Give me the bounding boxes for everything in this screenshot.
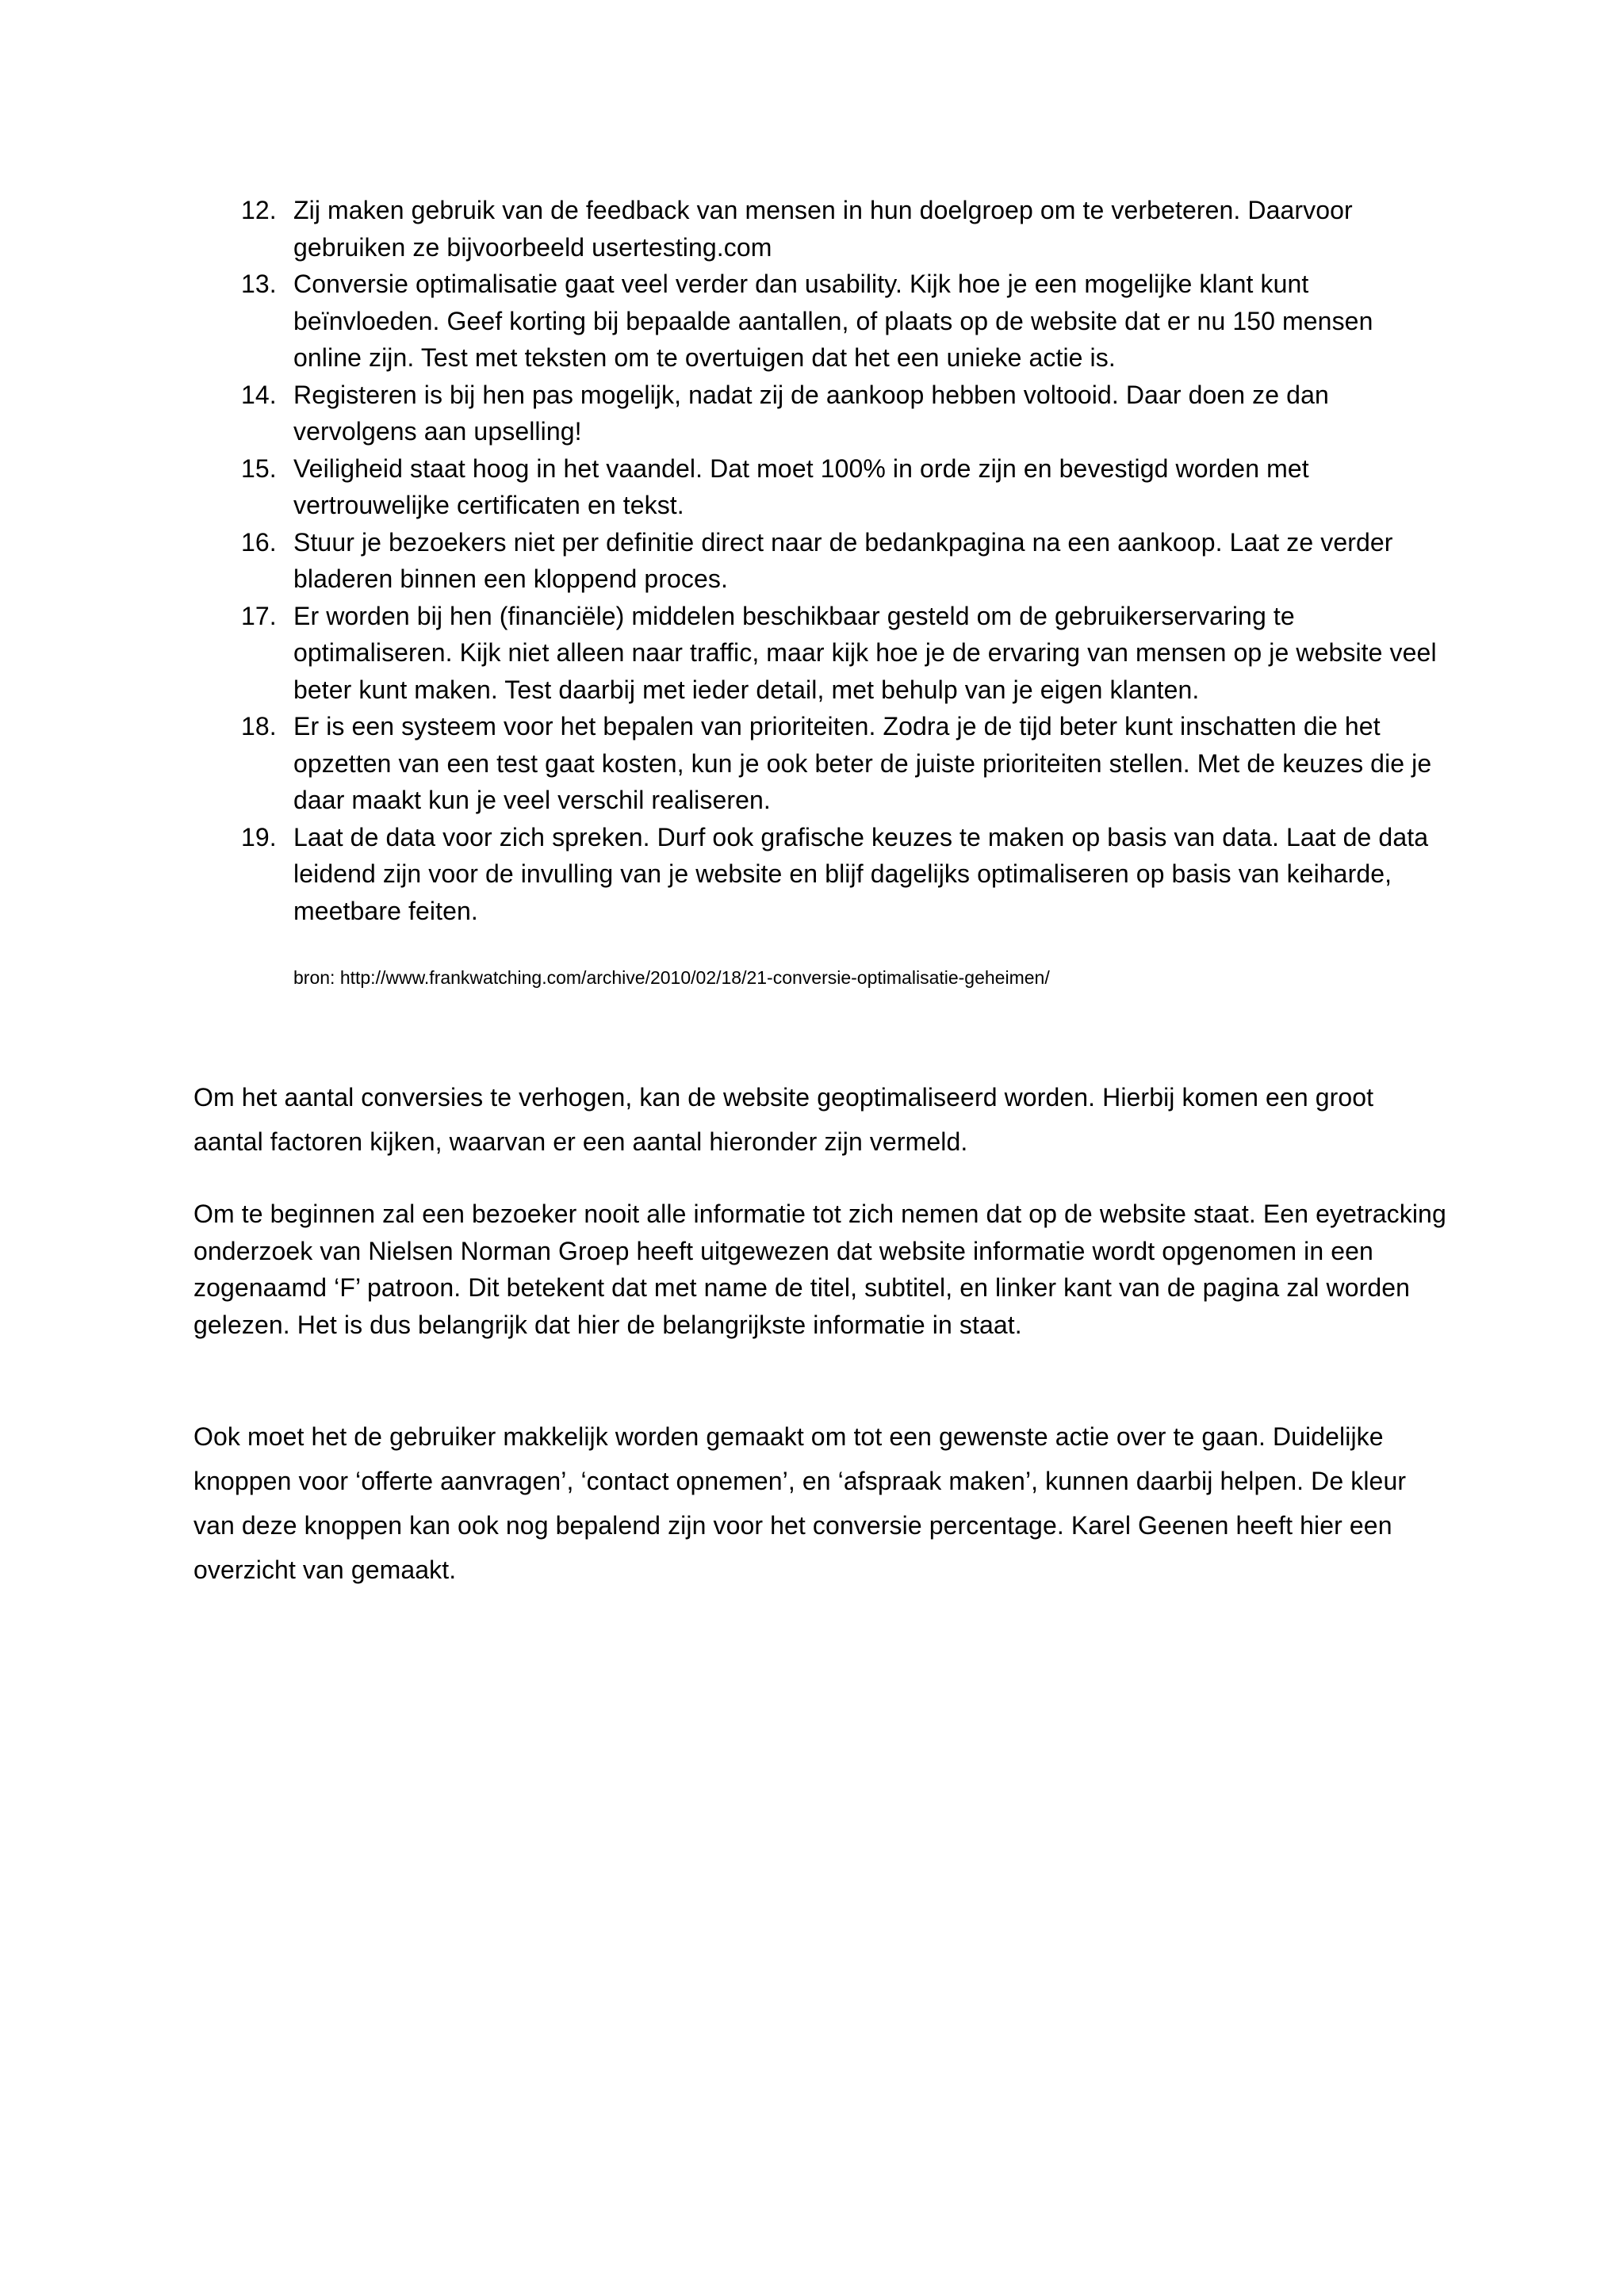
numbered-list — [193, 192, 1446, 929]
list-item-text: Er is een systeem voor het bepalen van prioriteiten. Zodra je de tijd beter kunt inschatten die het opzetten van een test gaat kosten, kun je ook beter de juiste prioriteiten stellen. Met de keuzes die je daar maakt kun je veel verschil realiseren. — [293, 712, 1432, 814]
paragraph-f-pattern: Om te beginnen zal een bezoeker nooit alle informatie tot zich nemen dat op de website staat. Een eyetracking onderzoek van Nielsen Norman Groep heeft uitgewezen dat website informatie wordt opgenomen in een zogenaamd ‘F’ patroon. Dit betekent dat met name de titel, subtitel, en linker kant van de pagina zal worden gelezen. Het is dus belangrijk dat hier de belangrijkste informatie in staat. — [193, 1200, 1446, 1339]
source-citation: bron: http://www.frankwatching.com/archive/2010/02/18/21-conversie-optimalisatie-geheimen/ — [293, 967, 1050, 988]
list-item-number: 19. — [241, 822, 277, 851]
list-item — [193, 598, 1446, 709]
list-item-number: 14. — [241, 380, 277, 409]
list-item — [193, 819, 1446, 930]
paragraph-intro: Om het aantal conversies te verhogen, kan de website geoptimaliseerd worden. Hierbij komen een groot aantal factoren kijken, waarvan er een aantal hieronder zijn vermeld. — [193, 1083, 1374, 1156]
list-item-text: Er worden bij hen (financiële) middelen beschikbaar gesteld om de gebruikerservaring te optimaliseren. Kijk niet alleen naar traffic, maar kijk hoe je de ervaring van mensen op je website veel beter kunt maken. Test daarbij met ieder detail, met behulp van je eigen klanten. — [293, 601, 1437, 704]
list-item — [193, 524, 1446, 598]
list-item-number: 13. — [241, 270, 277, 298]
list-item — [193, 192, 1446, 266]
list-item — [193, 377, 1446, 450]
list-item — [193, 266, 1446, 377]
list-item — [193, 708, 1446, 819]
list-item-text: Registeren is bij hen pas mogelijk, nadat zij de aankoop hebben voltooid. Daar doen ze dan vervolgens aan upselling! — [293, 380, 1329, 446]
list-item-number: 12. — [241, 196, 277, 224]
list-item — [193, 450, 1446, 524]
list-item-text: Laat de data voor zich spreken. Durf ook grafische keuzes te maken op basis van data. Laat de data leidend zijn voor de invulling van je website en blijf dagelijks optimaliseren op basis van keiharde, meetbare feiten. — [293, 822, 1429, 925]
list-item-text: Veiligheid staat hoog in het vaandel. Dat moet 100% in orde zijn en bevestigd worden met vertrouwelijke certificaten en tekst. — [293, 453, 1309, 519]
list-item-number: 16. — [241, 527, 277, 557]
list-item-text: Stuur je bezoekers niet per definitie direct naar de bedankpagina na een aankoop. Laat ze verder bladeren binnen een kloppend proces. — [293, 527, 1393, 593]
list-item-number: 18. — [241, 712, 277, 740]
list-item-text: Conversie optimalisatie gaat veel verder dan usability. Kijk hoe je een mogelijke klant kunt beïnvloeden. Geef korting bij bepaalde aantallen, of plaats op de website dat er nu 150 mensen online zijn. Test met teksten om te overtuigen dat het een unieke actie is. — [293, 270, 1373, 372]
paragraph-buttons: Ook moet het de gebruiker makkelijk worden gemaakt om tot een gewenste actie over te gaan. Duidelijke knoppen voor ‘offerte aanvragen’, ‘contact opnemen’, en ‘afspraak maken’, kunnen daarbij helpen. De kleur van deze knoppen kan ook nog bepalend zijn voor het conversie percentage. Karel Geenen heeft hier een overzicht van gemaakt. — [193, 1422, 1407, 1584]
list-item-number: 17. — [241, 601, 277, 630]
list-item-text: Zij maken gebruik van de feedback van mensen in hun doelgroep om te verbeteren. Daarvoor gebruiken ze bijvoorbeeld usertesting.com — [293, 196, 1353, 262]
list-item-number: 15. — [241, 453, 277, 483]
